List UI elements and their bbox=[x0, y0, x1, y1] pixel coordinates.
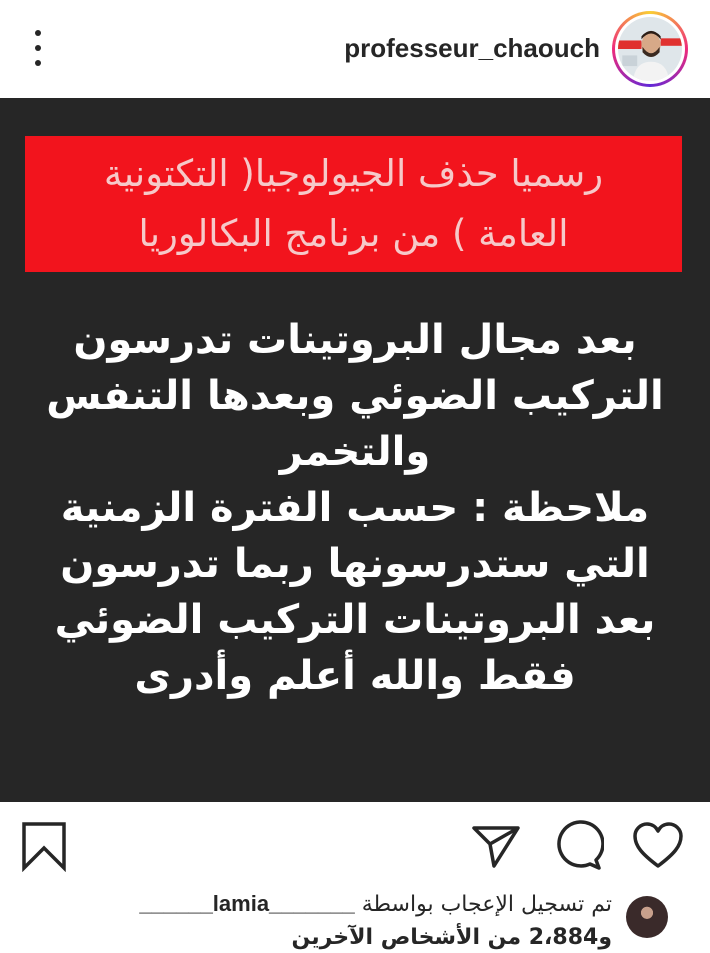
likes-summary bbox=[0, 884, 710, 953]
heart-icon[interactable] bbox=[632, 820, 684, 872]
more-dot bbox=[35, 30, 41, 36]
body-line: التي ستدرسونها ربما تدرسون bbox=[60, 541, 650, 587]
username-link[interactable]: professeur_chaouch bbox=[344, 33, 600, 63]
liker-name[interactable]: ______lamia_______ bbox=[139, 891, 355, 916]
avatar-photo bbox=[618, 17, 682, 81]
banner-line: رسميا حذف الجيولوجيا( التكتونية bbox=[103, 152, 604, 195]
post-header bbox=[0, 0, 710, 98]
banner-text bbox=[104, 144, 603, 264]
likes-count[interactable]: و2،884 من الأشخاص الآخرين bbox=[291, 925, 612, 950]
send-icon[interactable] bbox=[470, 820, 522, 872]
post-body-text bbox=[20, 312, 690, 704]
comment-icon[interactable] bbox=[552, 820, 604, 872]
more-dot bbox=[35, 60, 41, 66]
banner-line: العامة ) من برنامج البكالوريا bbox=[138, 212, 569, 255]
action-bar bbox=[0, 802, 710, 882]
body-line: فقط والله أعلم وأدرى bbox=[134, 653, 576, 699]
bookmark-icon[interactable] bbox=[18, 820, 70, 872]
liker-avatar[interactable] bbox=[626, 896, 668, 938]
profile-avatar[interactable] bbox=[612, 11, 688, 87]
more-options-icon[interactable] bbox=[22, 30, 54, 66]
body-line: بعد مجال البروتينات تدرسون bbox=[73, 317, 637, 363]
liked-by-line[interactable] bbox=[139, 890, 612, 919]
post-image[interactable] bbox=[0, 98, 710, 802]
body-line: ملاحظة : حسب الفترة الزمنية bbox=[60, 485, 650, 531]
body-line: التركيب الضوئي وبعدها التنفس bbox=[46, 373, 664, 419]
headline-banner bbox=[25, 136, 682, 272]
body-line: والتخمر bbox=[279, 429, 431, 475]
liked-by-prefix: تم تسجيل الإعجاب بواسطة bbox=[361, 892, 612, 917]
body-line: بعد البروتينات التركيب الضوئي bbox=[54, 597, 656, 643]
more-dot bbox=[35, 45, 41, 51]
